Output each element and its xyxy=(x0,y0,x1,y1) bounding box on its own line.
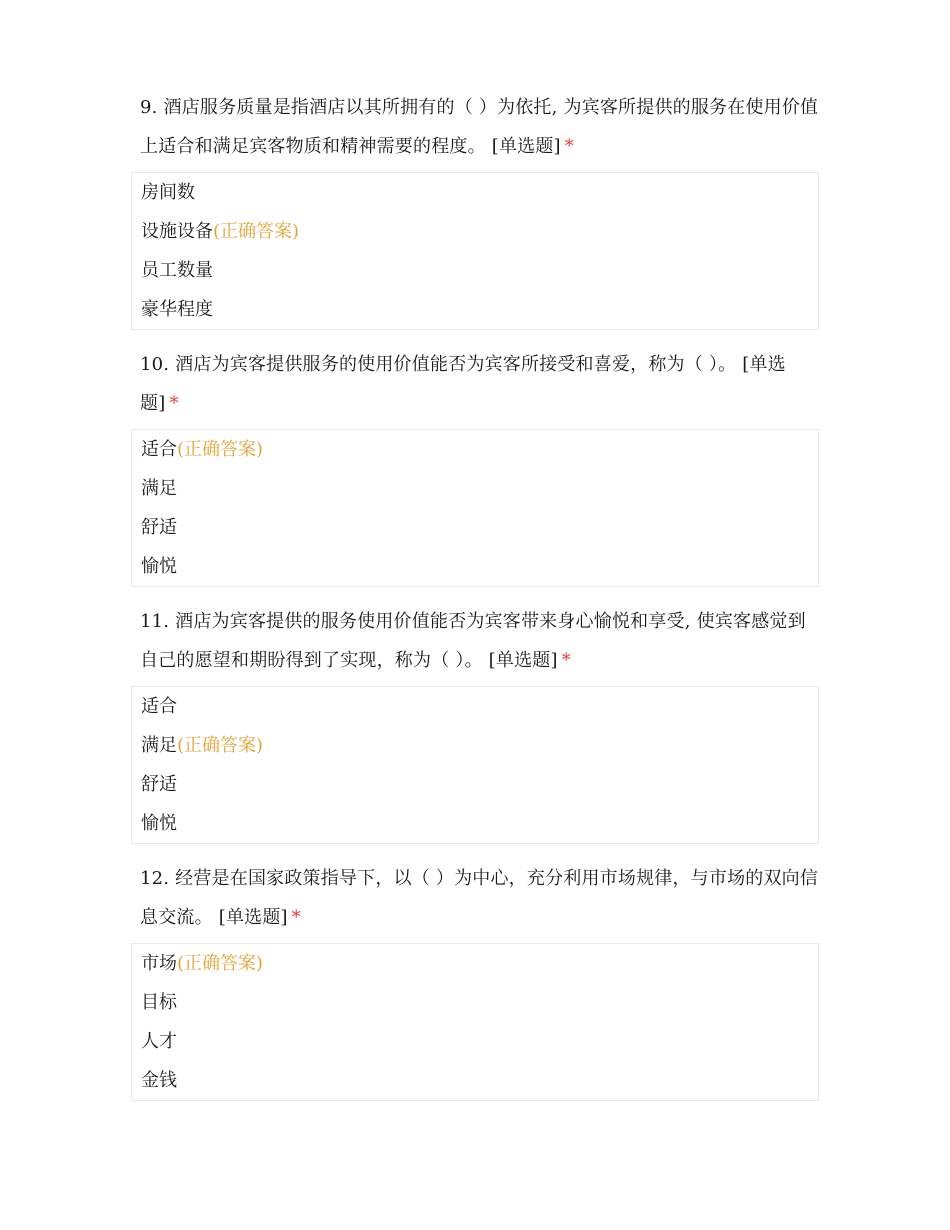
option-label: 舒适 xyxy=(141,517,177,538)
option-label: 房间数 xyxy=(141,182,195,203)
option-label: 适合 xyxy=(141,439,177,460)
question-11 xyxy=(131,602,819,844)
question-type: [单选题] xyxy=(491,136,561,157)
question-title xyxy=(131,88,819,166)
option-item[interactable] xyxy=(132,726,818,765)
question-number: 11. xyxy=(140,611,170,632)
option-item[interactable] xyxy=(132,212,818,251)
correct-answer-note: (正确答案) xyxy=(177,439,264,460)
correct-answer-note: (正确答案) xyxy=(177,953,264,974)
option-label: 人才 xyxy=(141,1031,177,1052)
option-item[interactable] xyxy=(132,508,818,547)
survey-page xyxy=(131,88,819,1116)
option-label: 满足 xyxy=(141,478,177,499)
option-item[interactable] xyxy=(132,804,818,843)
option-label: 设施设备 xyxy=(141,221,213,242)
question-title xyxy=(131,602,819,680)
option-label: 豪华程度 xyxy=(141,299,213,320)
required-mark: * xyxy=(291,907,301,928)
question-number: 12. xyxy=(140,868,170,889)
question-type: [单选题] xyxy=(218,907,288,928)
options-list xyxy=(131,686,819,844)
question-number: 9. xyxy=(140,97,158,118)
question-type: [单选题] xyxy=(140,354,786,414)
question-9 xyxy=(131,88,819,330)
option-label: 愉悦 xyxy=(141,556,177,577)
option-item[interactable] xyxy=(132,1022,818,1061)
options-list xyxy=(131,429,819,587)
options-list xyxy=(131,943,819,1101)
correct-answer-note: (正确答案) xyxy=(213,221,300,242)
question-number: 10. xyxy=(140,354,170,375)
required-mark: * xyxy=(564,136,574,157)
option-label: 员工数量 xyxy=(141,260,213,281)
option-item[interactable] xyxy=(132,430,818,469)
option-label: 愉悦 xyxy=(141,813,177,834)
option-label: 舒适 xyxy=(141,774,177,795)
option-item[interactable] xyxy=(132,983,818,1022)
required-mark: * xyxy=(561,650,571,671)
option-item[interactable] xyxy=(132,173,818,212)
correct-answer-note: (正确答案) xyxy=(177,735,264,756)
option-item[interactable] xyxy=(132,1061,818,1100)
option-item[interactable] xyxy=(132,251,818,290)
option-label: 目标 xyxy=(141,992,177,1013)
question-title xyxy=(131,859,819,937)
option-label: 满足 xyxy=(141,735,177,756)
options-list xyxy=(131,172,819,330)
question-text: 酒店为宾客提供的服务使用价值能否为宾客带来身心愉悦和享受, 使宾客感觉到自己的愿望和期盼得到了实现，称为（ ）。 xyxy=(140,611,806,671)
question-text: 酒店为宾客提供服务的使用价值能否为宾客所接受和喜爱，称为（ ）。 xyxy=(175,354,737,375)
question-type: [单选题] xyxy=(488,650,558,671)
question-12 xyxy=(131,859,819,1101)
option-label: 适合 xyxy=(141,696,177,717)
question-text: 经营是在国家政策指导下，以（ ）为中心，充分利用市场规律，与市场的双向信息交流。 xyxy=(140,868,819,928)
option-item[interactable] xyxy=(132,687,818,726)
option-item[interactable] xyxy=(132,547,818,586)
option-label: 金钱 xyxy=(141,1070,177,1091)
question-text: 酒店服务质量是指酒店以其所拥有的（ ）为依托, 为宾客所提供的服务在使用价值上适合和满足宾客物质和精神需要的程度。 xyxy=(140,97,819,157)
option-item[interactable] xyxy=(132,469,818,508)
option-label: 市场 xyxy=(141,953,177,974)
required-mark: * xyxy=(169,393,179,414)
question-title xyxy=(131,345,819,423)
option-item[interactable] xyxy=(132,944,818,983)
option-item[interactable] xyxy=(132,290,818,329)
option-item[interactable] xyxy=(132,765,818,804)
question-10 xyxy=(131,345,819,587)
